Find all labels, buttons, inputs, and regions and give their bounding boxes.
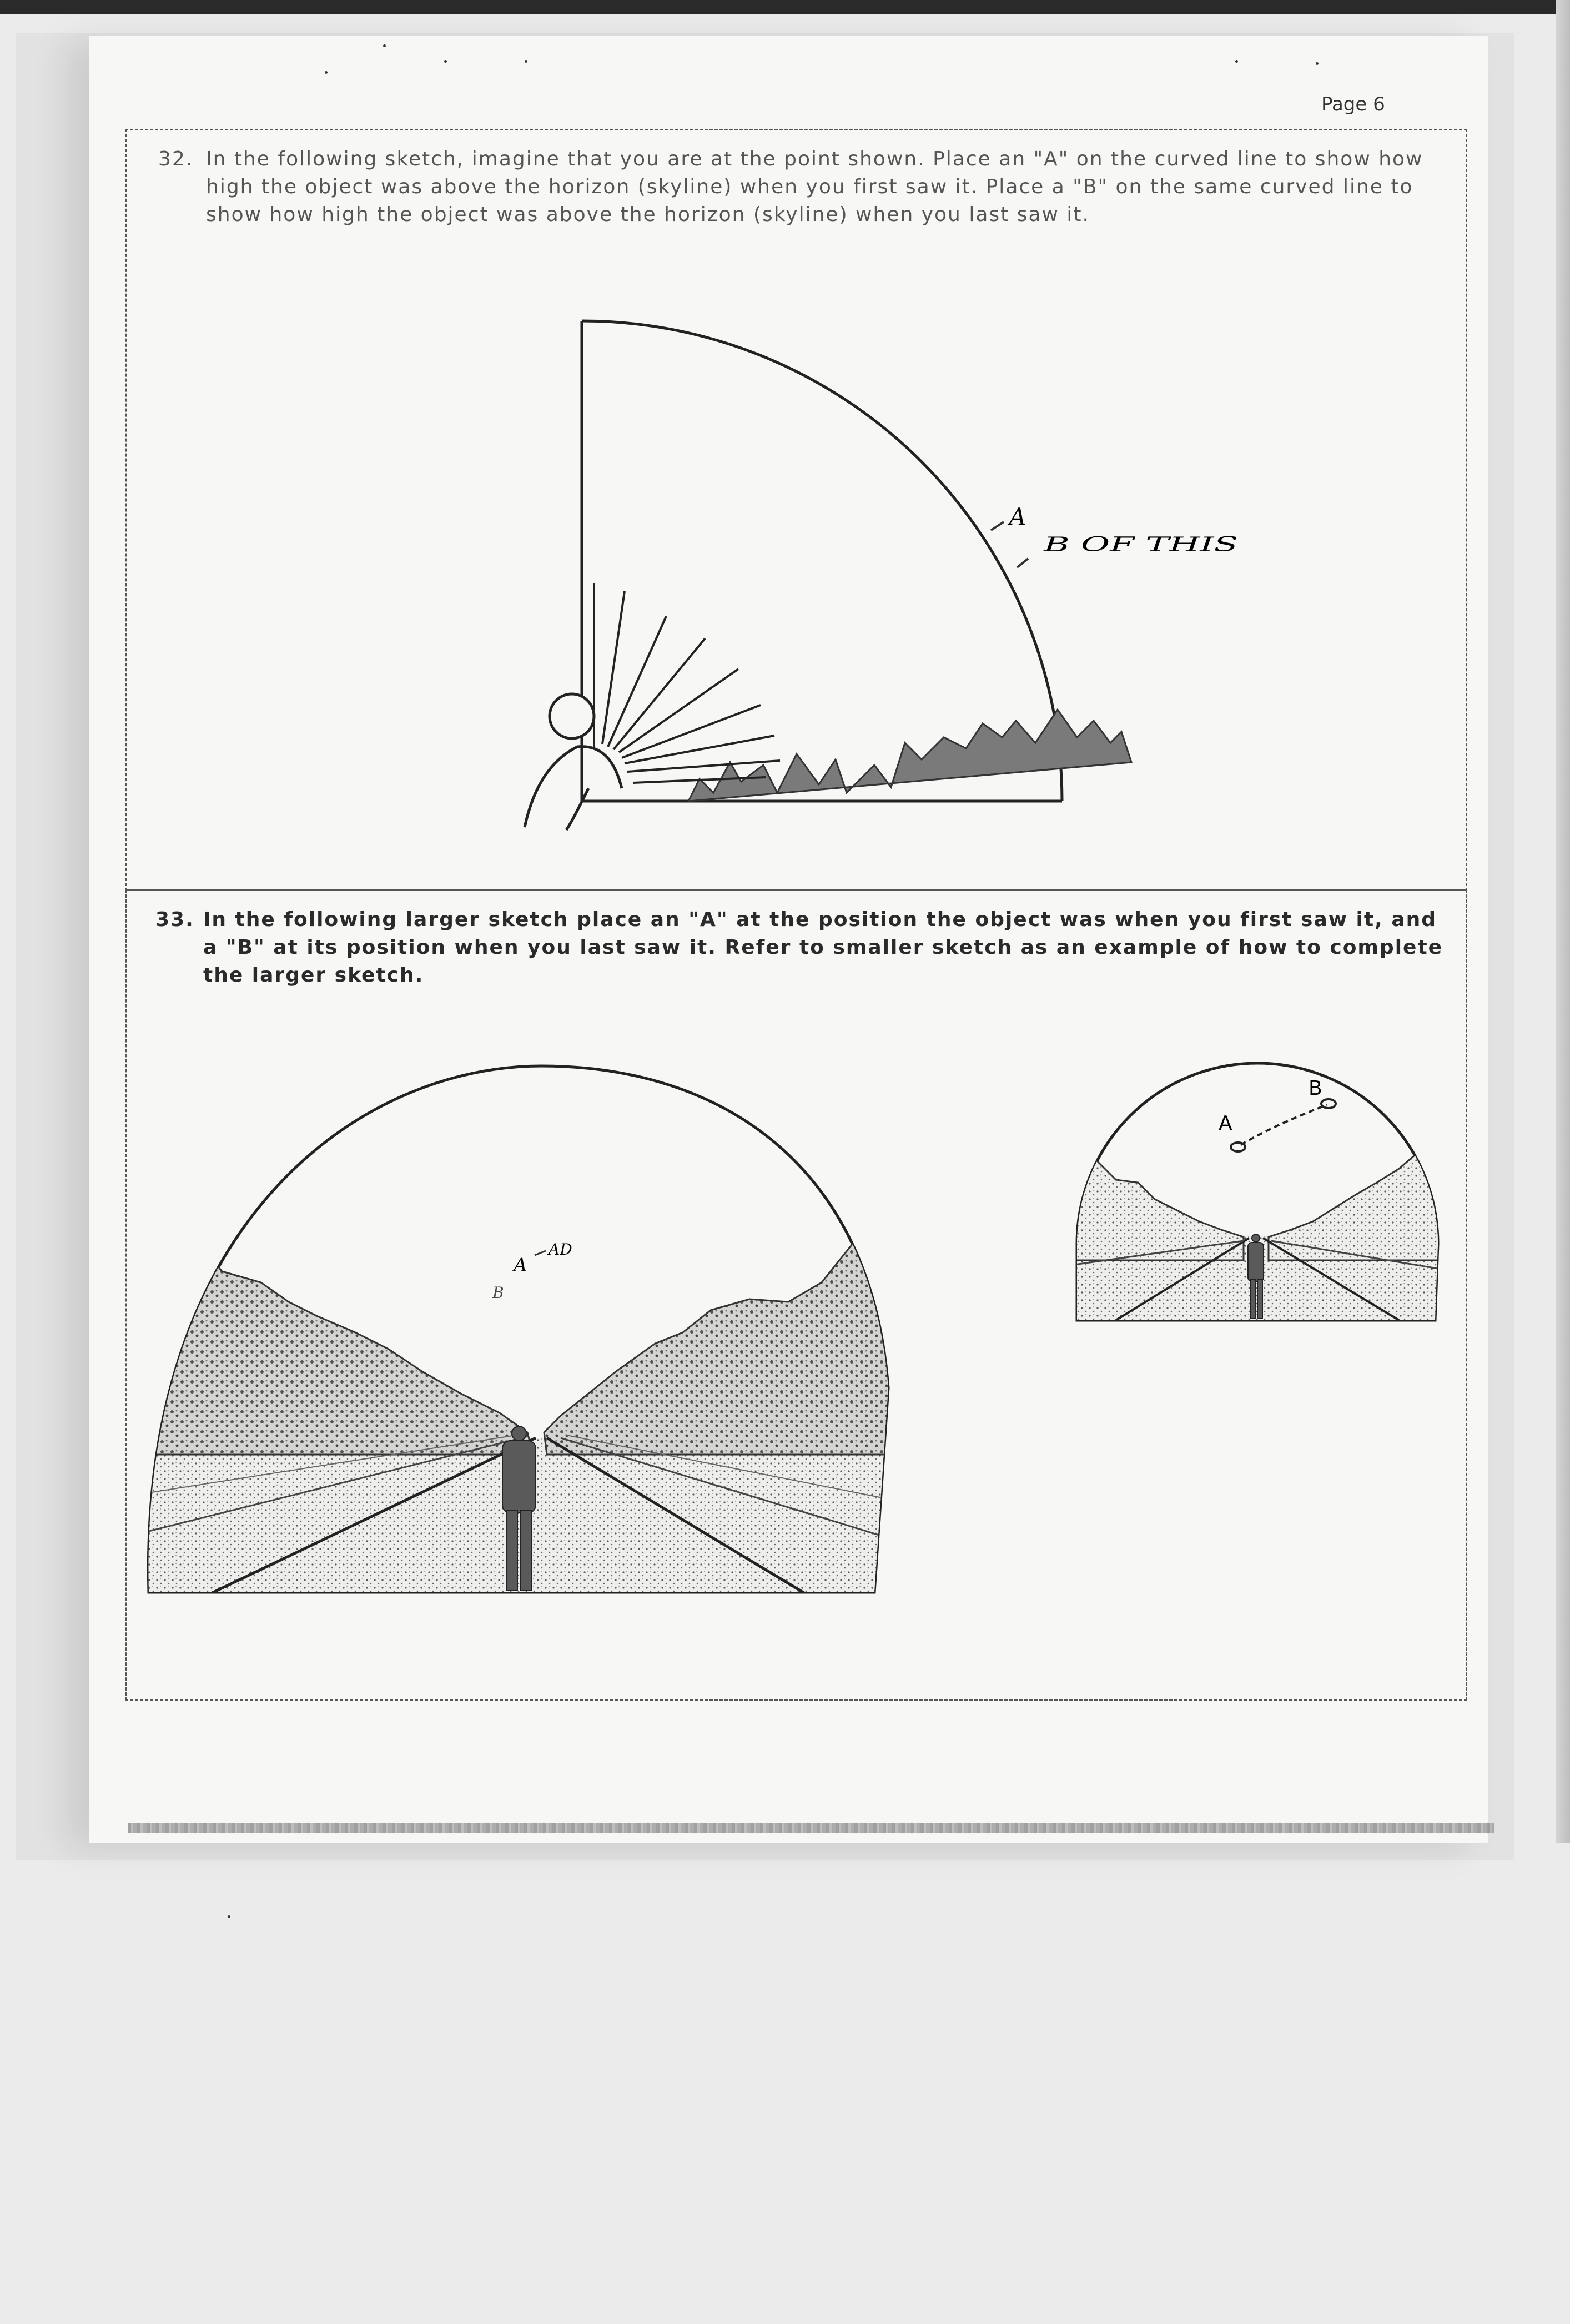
small-label-b: B: [1309, 1077, 1322, 1100]
question-32-text: In the following sketch, imagine that you are at the point shown. Place an "A" on the curved line to show how high the object was above the horizon (skyline) when you first saw it. Place a "B" on the same curved line to show how high the object was above the horizon (skyline) when you last saw it.: [206, 148, 1423, 226]
question-32-number: 32.: [158, 148, 194, 170]
page-number: Page 6: [1321, 93, 1385, 115]
question-33-text: In the following larger sketch place an "A" at the position the object was when you first saw it, and a "B" at its position when you last saw it. Refer to smaller sketch as an example of how to complete the larger sketch.: [203, 908, 1443, 987]
large-mark-ad: AD: [549, 1240, 572, 1259]
small-scene-person: [1248, 1234, 1264, 1319]
annotation-note: B OF THIS: [1043, 534, 1238, 556]
large-mark-a: A: [514, 1254, 527, 1276]
question-33-number: 33.: [155, 908, 194, 931]
small-label-a: A: [1219, 1112, 1232, 1135]
annotation-a: A: [1009, 503, 1026, 530]
large-mark-b: B: [492, 1284, 504, 1302]
